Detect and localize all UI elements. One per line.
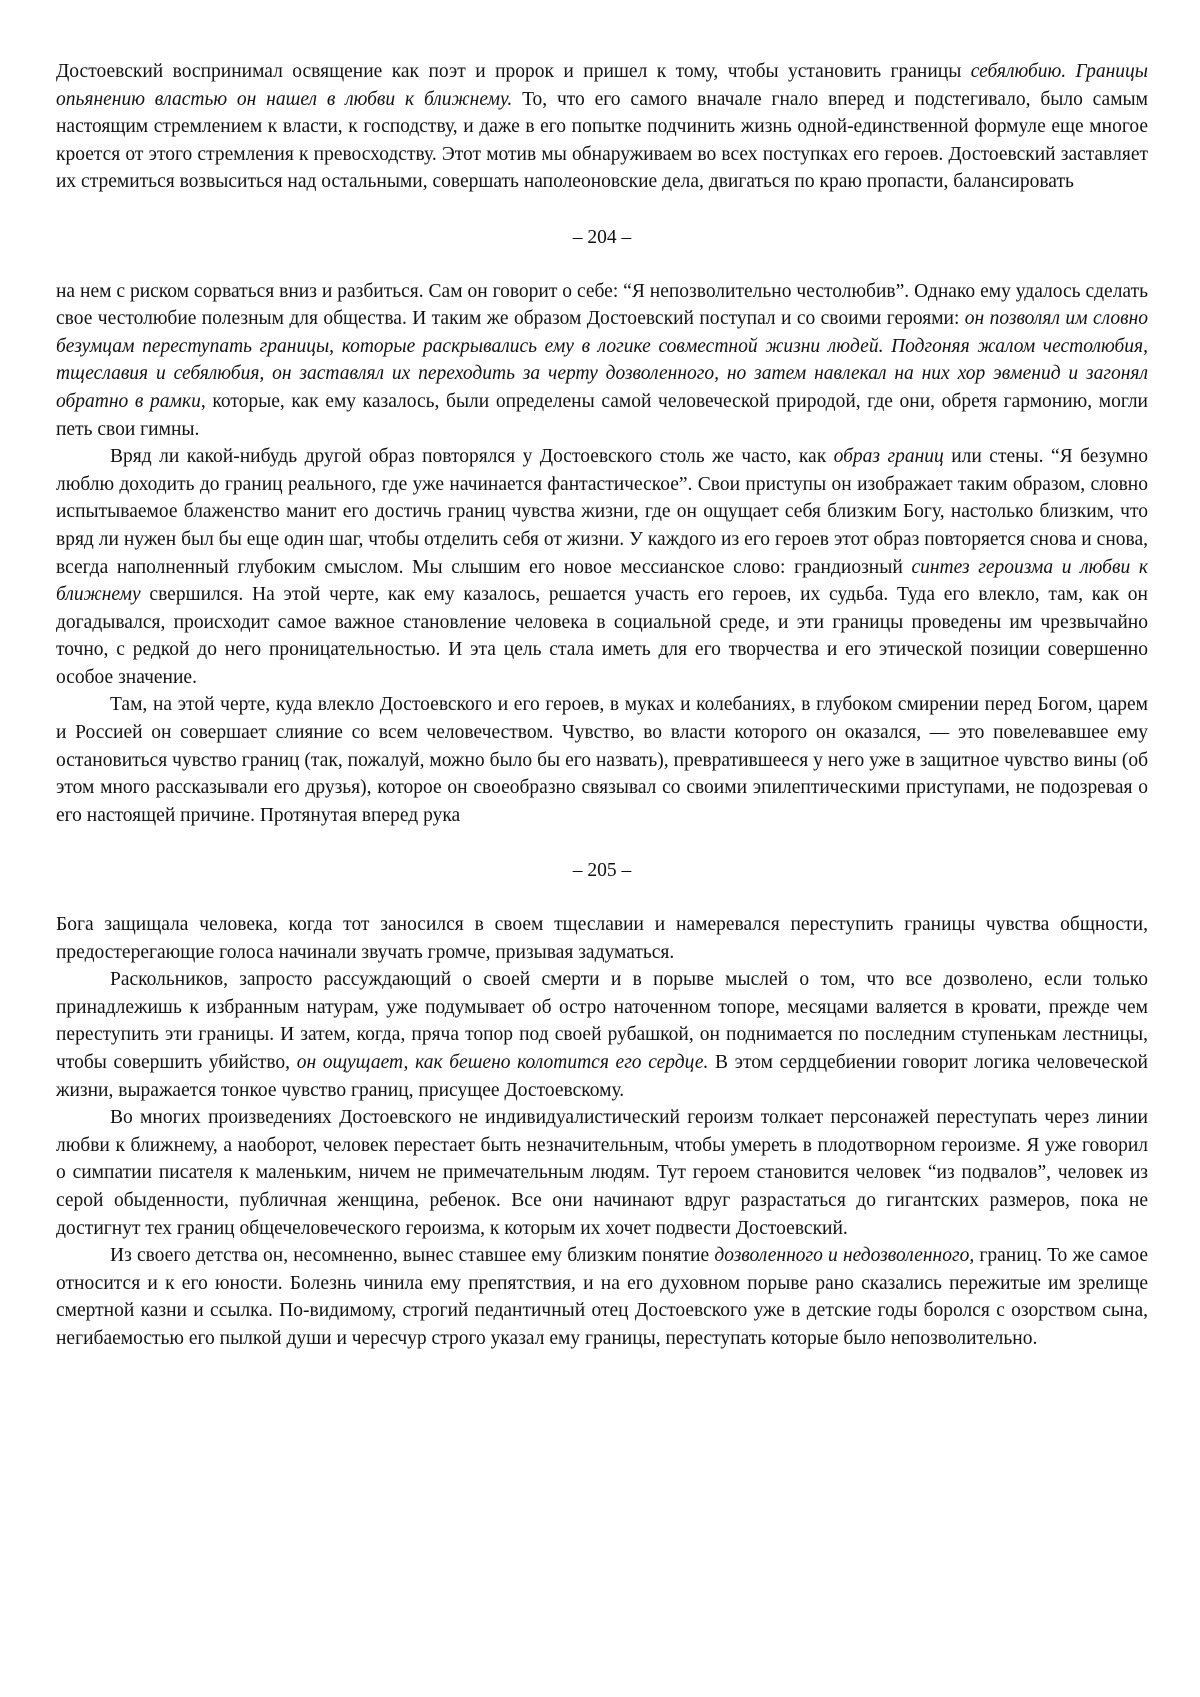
text-run: на нем с риском сорваться вниз и разбиться. Сам он говорит о себе: “Я непозволительно честолюбив”. Однако ему удалось сделать свое честолюбие полезным для общества. И таким же образом Достоевский поступал и со своими героями: [56, 280, 1148, 330]
paragraph-4 [56, 691, 1148, 829]
text-run: или стены. “Я безумно люблю доходить до границ реального, где уже начинается фантастическое”. Свои приступы он изображает таким образом, словно испытываемое блаженство манит его достичь границ чувства жизни, где он ощущает себя близким Богу, настолько близким, что вряд ли нужен был бы еще один шаг, чтобы отделить себя от жизни. У каждого из его героев этот образ повторяется снова и снова, всегда наполненный глубоким смыслом. Мы слышим его новое мессианское слово: грандиозный [56, 446, 1148, 578]
italic-text-run: образ границ [833, 446, 944, 468]
italic-text-run: он позволял им словно безумцам переступать границы, которые раскрывались ему в логике совместной жизни людей. Подгоняя жалом честолюбия, тщеславия и себялюбия, он заставлял их переходить за черту дозволенного, но затем навлекал на них хор эвменид и загонял обратно в рамки, [56, 308, 1148, 412]
paragraph-7 [56, 1104, 1148, 1242]
page-number-204: – 204 – [572, 226, 632, 248]
text-run: которые, как ему казалось, были определены самой человеческой природой, где они, обретя гармонию, могли петь свои гимны. [56, 390, 1148, 440]
text-run: Там, на этой черте, куда влекло Достоевского и его героев, в муках и колебаниях, в глубоком смирении перед Богом, царем и Россией он совершает слияние со всем человечеством. Чувство, во власти которого он оказался, — это повелевавшее ему остановиться чувство границ (так, пожалуй, можно было бы его назвать), превратившееся у него уже в защитное чувство вины (об этом много рассказывали его друзья), которое он своеобразно связывал со своими эпилептическими приступами, не подозревая о его настоящей причине. Протянутая вперед рука [56, 694, 1148, 826]
text-run: То, что его самого вначале гнало вперед и подстегивало, было самым настоящим стремлением к власти, к господству, и даже в его попытке подчинить жизнь одной-единственной формуле еще многое кроется от этого стремления к превосходству. Этот мотив мы обнаруживаем во всех поступках его героев. Достоевский заставляет их стремиться возвыситься над остальными, совершать наполеоновские дела, двигаться по краю пропасти, балансировать [56, 88, 1148, 193]
paragraph-1 [56, 58, 1148, 196]
document-page [56, 58, 1148, 1353]
text-run: свершился. На этой черте, как ему казалось, решается участь его героев, их судьба. Туда его влекло, там, как он догадывался, происходит самое важное становление человека в социальной среде, и эти границы проведены им чрезвычайно точно, с редкой до него проницательностью. И эта цель стала иметь для его творчества и его этической позиции совершенно особое значение. [56, 584, 1148, 688]
paragraph-8 [56, 1242, 1148, 1352]
italic-text-run: дозволенного и недозволенного, [714, 1245, 975, 1267]
italic-text-run: синтез героизма и любви к ближнему [56, 556, 1148, 606]
text-run: Из своего детства он, несомненно, вынес ставшее ему близким понятие [110, 1245, 715, 1267]
text-run: Вряд ли какой-нибудь другой образ повторялся у Достоевского столь же часто, как [110, 446, 834, 468]
text-run: Во многих произведениях Достоевского не индивидуалистический героизм толкает персонажей переступать через линии любви к ближнему, а наоборот, человек перестает быть незначительным, чтобы умереть в плодотворном героизме. Я уже говорил о симпатии писателя к маленьким, ничем не примечательным людям. Тут героем становится человек “из подвалов”, человек из серой обыденности, публичная женщина, ребенок. Все они начинают вдруг разрастаться до гигантских размеров, пока не достигнут тех границ общечеловеческого героизма, к которым их хочет подвести Достоевский. [56, 1107, 1148, 1239]
text-run: Достоевский воспринимал освящение как поэт и пророк и пришел к тому, чтобы установить границы [56, 61, 971, 82]
paragraph-6 [56, 966, 1148, 1104]
text-run: В этом сердцебиении говорит логика человеческой жизни, выражается тонкое чувство границ, присущее Достоевскому. [56, 1052, 1148, 1101]
paragraph-5 [56, 911, 1148, 966]
page-number-205: – 205 – [572, 860, 632, 882]
text-run: границ. То же самое относится и к его юности. Болезнь чинила ему препятствия, и на его духовном порыве рано сказались пережитые им зрелище смертной казни и ссылка. По-видимому, строгий педантичный отец Достоевского уже в детские годы боролся с озорством сына, негибаемостью его пылкой души и чересчур строго указал ему границы, переступать которые было непозволительно. [56, 1245, 1149, 1349]
paragraph-3 [56, 443, 1148, 691]
paragraph-2 [56, 278, 1148, 444]
italic-text-run: себялюбию. Границы опьянению властью он нашел в любви к ближнему. [56, 61, 1148, 110]
italic-text-run: он ощущает, как бешено колотится его сердце. [296, 1052, 709, 1073]
text-run: Бога защищала человека, когда тот заносился в своем тщеславии и намеревался переступить границы чувства общности, предостерегающие голоса начинали звучать громче, призывая задуматься. [56, 914, 1148, 963]
text-run: Раскольников, запросто рассуждающий о своей смерти и в порыве мыслей о том, что все дозволено, если только принадлежишь к избранным натурам, уже подумывает об остро наточенном топоре, месяцами валяется в кровати, прежде чем переступить эти границы. И затем, когда, пряча топор под своей рубашкой, он поднимается по последним ступенькам лестницы, чтобы совершить убийство, [56, 969, 1148, 1073]
